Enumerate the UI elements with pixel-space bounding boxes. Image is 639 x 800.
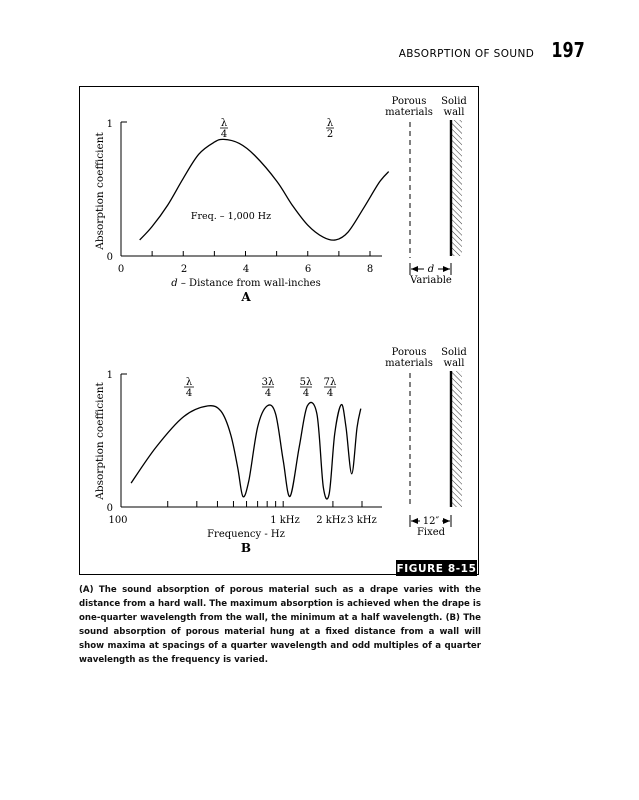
panel-a-x-tick-8: 8: [366, 264, 374, 275]
panel-a-x-tick-6: 6: [304, 264, 312, 275]
panel-b-porous-label-2: materials: [385, 358, 433, 369]
panel-b-y-axis-label: Absorption coefficient: [94, 382, 106, 500]
panel-a-lambda-half-den: 2: [326, 129, 334, 140]
panel-a-y-axis-label: Absorption coefficient: [94, 132, 106, 250]
panel-a-x-label-rest: – Distance from wall-inches: [177, 278, 321, 289]
panel-b-distance-arrowhead-right: [443, 518, 450, 524]
panel-b-wall-diagram: [385, 347, 467, 538]
panel-b-y-tick-1: 1: [106, 370, 113, 381]
panel-b-annotation-4-num: 7λ: [323, 377, 337, 388]
panel-b-porous-label-1: Porous: [391, 347, 427, 358]
panel-a-lambda-quarter-den: 4: [220, 129, 228, 140]
panel-b-distance-caption: Fixed: [416, 527, 446, 538]
panel-b-absorption-curve: [131, 402, 361, 499]
panel-a-distance-arrowhead-left: [411, 266, 418, 272]
panel-a-absorption-curve: [140, 139, 389, 240]
panel-b-x-tick-100: 100: [108, 515, 128, 526]
panel-a-distance-symbol: d: [427, 264, 435, 275]
panel-a-lambda-quarter-num: λ: [220, 118, 228, 129]
panel-a-x-tick-2: 2: [180, 264, 188, 275]
panel-a-wall-label-1: Solid: [441, 96, 467, 107]
panel-a-wall-diagram: [385, 96, 467, 286]
panel-b-chart: [94, 370, 382, 555]
panel-a-lambda-half-num: λ: [326, 118, 334, 129]
panel-b-wall-hatch: [452, 371, 462, 507]
panel-b-x-tick-1khz: 1 kHz: [270, 515, 300, 526]
panel-a-distance-arrowhead-right: [443, 266, 450, 272]
panel-a-porous-label-2: materials: [385, 107, 433, 118]
panel-b-annotation-1-num: λ: [185, 377, 193, 388]
panel-b-wall-label-1: Solid: [441, 347, 467, 358]
panel-b-letter: B: [240, 541, 252, 555]
panel-b-annotation-2-num: 3λ: [261, 377, 275, 388]
figure-label: FIGURE 8-15: [396, 563, 477, 575]
panel-a-distance-caption: Variable: [410, 275, 452, 286]
panel-a-y-tick-1: 1: [106, 119, 113, 130]
figure-caption: (A) The sound absorption of porous material such as a drape varies with the distance from a hard wall. The maximum absorption is achieved when the drape is one-quarter wavelength from the wall, the minimum at a half wavelength. (B) The sound absorption of porous material hung at a fixed distance from a wall will show maxima at spacings of a quarter wavelength and odd multiples of a quarter wavelength as the frequency is varied.: [79, 585, 481, 665]
panel-a-x-tick-4: 4: [242, 264, 250, 275]
panel-b-annotation-1-den: 4: [185, 388, 193, 399]
panel-b-distance-arrowhead-left: [411, 518, 418, 524]
panel-a-x-tick-0: 0: [117, 264, 125, 275]
panel-a-x-tick-marks: [152, 251, 370, 256]
panel-b-x-tick-3khz: 3 kHz: [347, 515, 377, 526]
panel-b-annotation-3-den: 4: [302, 388, 310, 399]
panel-a-porous-label-1: Porous: [391, 96, 427, 107]
panel-b-annotation-3-num: 5λ: [299, 377, 313, 388]
panel-b-y-tick-0: 0: [106, 503, 113, 514]
panel-b-wall-label-2: wall: [443, 358, 465, 369]
panel-b-annotation-2-den: 4: [264, 388, 272, 399]
running-title: ABSORPTION OF SOUND: [398, 48, 535, 60]
panel-a-frequency-note: Freq. – 1,000 Hz: [190, 211, 272, 222]
panel-b-annotation-4-den: 4: [326, 388, 334, 399]
panel-b-distance-value: 12″: [422, 516, 440, 527]
panel-a-letter: A: [241, 290, 251, 304]
panel-a-x-label-var: d: [171, 278, 178, 289]
panel-a-y-tick-0: 0: [106, 252, 113, 263]
panel-a-wall-hatch: [452, 120, 462, 256]
panel-a-chart: [94, 118, 389, 304]
panel-a-x-axis-label: [171, 278, 320, 289]
page-number: 197: [551, 38, 585, 62]
panel-b-x-tick-2khz: 2 kHz: [316, 515, 346, 526]
panel-a-wall-label-2: wall: [443, 107, 465, 118]
panel-b-x-tick-marks: [168, 501, 362, 507]
panel-b-x-axis-label: Frequency - Hz: [207, 529, 285, 540]
